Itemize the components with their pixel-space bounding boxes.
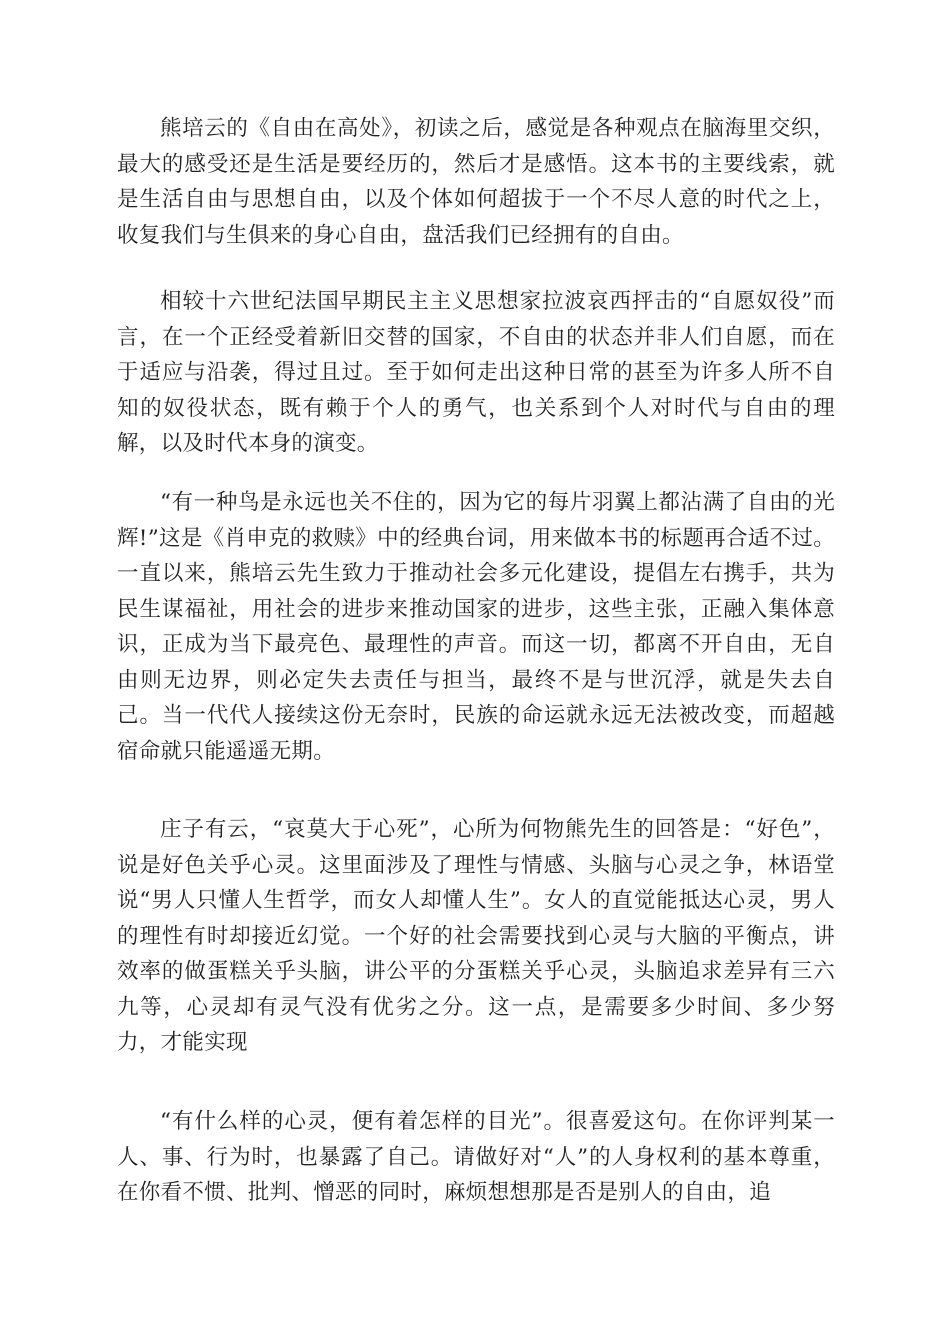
paragraph-4: 庄子有云，“哀莫大于心死”，心所为何物熊先生的回答是：“好色”，说是好色关乎心灵。这里面涉及了理性与情感、头脑与心灵之争，林语堂说“男人只懂人生哲学，而女人却懂人生”。女人的直觉能抵达心灵，男人的理性有时却接近幻觉。一个好的社会需要找到心灵与大脑的平衡点，讲效率的做蛋糕关乎头脑，讲公平的分蛋糕关乎心灵，头脑追求差异有三六九等，心灵却有灵气没有优劣之分。这一点，是需要多少时间、多少努力，才能实现 <box>117 817 835 1055</box>
paragraph-5: “有什么样的心灵，便有着怎样的目光”。很喜爱这句。在你评判某一人、事、行为时，也暴露了自己。请做好对“人”的人身权利的基本尊重，在你看不惯、批判、憎恶的同时，麻烦想想那是否是别人的自由，追 <box>117 1109 835 1205</box>
paragraph-3: “有一种鸟是永远也关不住的，因为它的每片羽翼上都沾满了自由的光辉!”这是《肖申克的救赎》中的经典台词，用来做本书的标题再合适不过。一直以来，熊培云先生致力于推动社会多元化建设，提倡左右携手，共为民生谋福祉，用社会的进步来推动国家的进步，这些主张，正融入集体意识，正成为当下最亮色、最理性的声音。而这一切，都离不开自由，无自由则无边界，则必定失去责任与担当，最终不是与世沉浮，就是失去自己。当一代代人接续这份无奈时，民族的命运就永远无法被改变，而超越宿命就只能遥遥无期。 <box>117 490 835 764</box>
paragraph-2: 相较十六世纪法国早期民主主义思想家拉波哀西抨击的“自愿奴役”而言，在一个正经受着新旧交替的国家，不自由的状态并非人们自愿，而在于适应与沿袭，得过且过。至于如何走出这种日常的甚至为许多人所不自知的奴役状态，既有赖于个人的勇气，也关系到个人对时代与自由的理解，以及时代本身的演变。 <box>117 289 835 456</box>
paragraph-1: 熊培云的《自由在高处》，初读之后，感觉是各种观点在脑海里交织，最大的感受还是生活是要经历的，然后才是感悟。这本书的主要线索，就是生活自由与思想自由，以及个体如何超拔于一个不尽人意的时代之上，收复我们与生俱来的身心自由，盘活我们已经拥有的自由。 <box>117 116 835 248</box>
